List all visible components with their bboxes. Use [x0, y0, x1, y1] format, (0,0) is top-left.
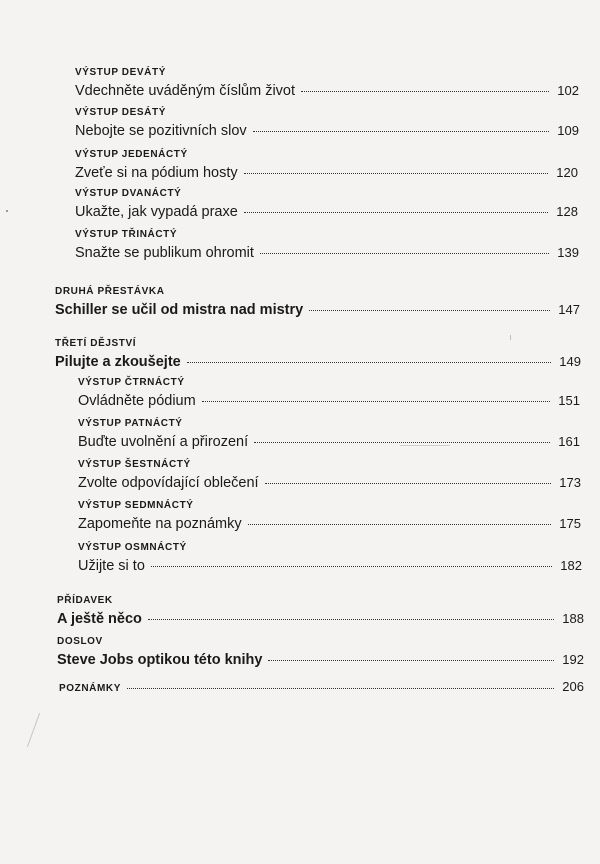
entry-label: VÝSTUP OSMNÁCTÝ — [78, 542, 187, 553]
dot-leader — [148, 619, 554, 620]
entry-title: Steve Jobs optikou této knihy — [57, 652, 263, 668]
entry-label: VÝSTUP DVANÁCTÝ — [75, 188, 182, 199]
entry-label: VÝSTUP ŠESTNÁCTÝ — [78, 459, 191, 470]
entry-title: Buďte uvolnění a přirození — [78, 434, 249, 450]
dot-leader — [244, 173, 549, 174]
entry-label: VÝSTUP DESÁTÝ — [75, 107, 166, 118]
entry-label: VÝSTUP JEDENÁCTÝ — [75, 149, 188, 160]
entry-title: Vdechněte uváděným číslům život — [75, 83, 296, 99]
page-number: 120 — [556, 165, 578, 180]
dot-leader — [254, 442, 550, 443]
page-number: 161 — [558, 434, 580, 449]
toc-entry-vystup-dvanacty — [75, 188, 578, 221]
page-number: 151 — [558, 393, 580, 408]
dot-leader — [260, 253, 549, 254]
scan-artifact — [27, 713, 40, 747]
entry-label: VÝSTUP SEDMNÁCTÝ — [78, 500, 194, 511]
entry-title: Ovládněte pódium — [78, 393, 196, 409]
entry-title: Snažte se publikum ohromit — [75, 245, 254, 261]
entry-label: DRUHÁ PŘESTÁVKA — [55, 286, 165, 297]
page-number: 192 — [562, 652, 584, 667]
page-number: 149 — [559, 354, 581, 369]
toc-entry-vystup-ctrnacty — [78, 377, 580, 410]
entry-label: VÝSTUP ČTRNÁCTÝ — [78, 377, 185, 388]
page-number: 102 — [557, 83, 579, 98]
toc-entry-pridavek — [57, 595, 584, 628]
page-number: 139 — [557, 245, 579, 260]
entry-label: DOSLOV — [57, 636, 103, 647]
dot-leader — [253, 131, 550, 132]
entry-title: Zapomeňte na poznámky — [78, 516, 242, 532]
entry-label: PŘÍDAVEK — [57, 595, 113, 606]
entry-label: VÝSTUP DEVÁTÝ — [75, 67, 166, 78]
dot-leader — [202, 401, 551, 402]
entry-title: A ještě něco — [57, 611, 142, 627]
dot-leader — [309, 310, 550, 311]
page-number: 128 — [556, 204, 578, 219]
page-number: 206 — [562, 679, 584, 694]
entry-label: POZNÁMKY — [59, 683, 122, 694]
entry-label: TŘETÍ DĚJSTVÍ — [55, 338, 137, 349]
toc-entry-vystup-jedenacty — [75, 149, 578, 182]
dot-leader — [265, 483, 552, 484]
page-number: 109 — [557, 123, 579, 138]
entry-title: Nebojte se pozitivních slov — [75, 123, 247, 139]
toc-entry-vystup-desaty — [75, 107, 579, 140]
toc-entry-vystup-osmnacty — [78, 542, 582, 575]
page-number: 182 — [560, 558, 582, 573]
page-number: 147 — [558, 302, 580, 317]
page-number: 173 — [559, 475, 581, 490]
dot-leader — [301, 91, 549, 92]
entry-title: Zvolte odpovídající oblečení — [78, 475, 259, 491]
entry-title: Pilujte a zkoušejte — [55, 354, 181, 370]
entry-title: Užijte si to — [78, 558, 145, 574]
scan-artifact — [510, 335, 511, 340]
page-number: 188 — [562, 611, 584, 626]
dot-leader — [268, 660, 554, 661]
page-number: 175 — [559, 516, 581, 531]
entry-title: Schiller se učil od mistra nad mistry — [55, 302, 304, 318]
toc-entry-vystup-trinacty — [75, 229, 579, 262]
toc-entry-vystup-patnacty — [78, 418, 580, 451]
dot-leader — [127, 688, 554, 689]
toc-entry-vystup-sestnacty — [78, 459, 581, 492]
entry-title: Zveťe si na pódium hosty — [75, 165, 238, 181]
toc-entry-vystup-devaty — [75, 67, 579, 100]
dot-leader — [248, 524, 552, 525]
dot-leader — [151, 566, 552, 567]
scan-artifact — [400, 445, 450, 446]
toc-entry-poznamky — [59, 679, 584, 695]
toc-entry-druha-prestavka — [55, 286, 580, 319]
entry-label: VÝSTUP PATNÁCTÝ — [78, 418, 183, 429]
toc-entry-vystup-sedmnacty — [78, 500, 581, 533]
entry-label: VÝSTUP TŘINÁCTÝ — [75, 229, 178, 240]
toc-entry-treti-dejstvi — [55, 338, 581, 371]
scan-artifact — [6, 210, 8, 212]
dot-leader — [244, 212, 548, 213]
entry-title: Ukažte, jak vypadá praxe — [75, 204, 238, 220]
dot-leader — [187, 362, 552, 363]
toc-entry-doslov — [57, 636, 584, 669]
